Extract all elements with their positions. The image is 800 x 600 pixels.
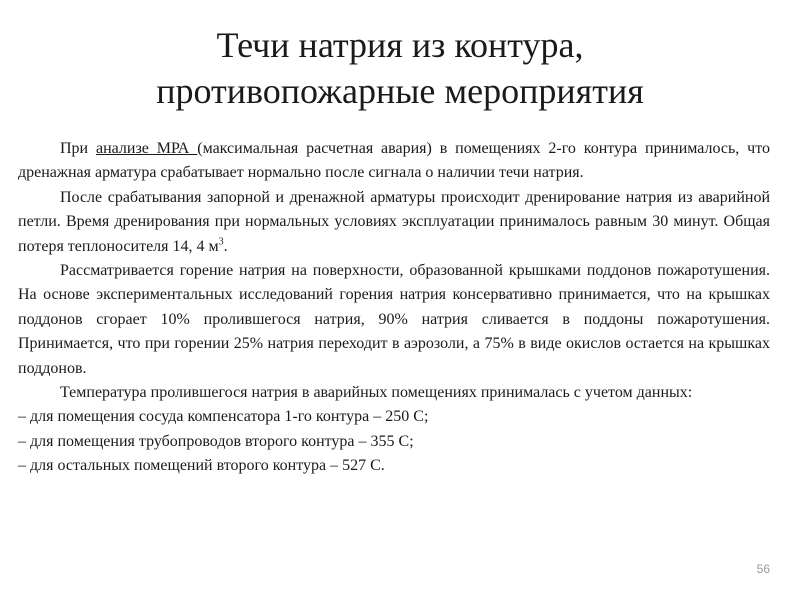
paragraph-mra-analysis <box>18 137 770 186</box>
paragraph-1-lead: При <box>60 140 96 157</box>
paragraph-2-end: . <box>223 237 228 255</box>
slide-title-line-2: противопожарные мероприятия <box>156 71 644 111</box>
list-item-other-rooms: – для остальных помещений второго контура – 527 С. <box>18 457 385 475</box>
paragraph-sodium-burning: Рассматривается горение натрия на поверхности, образованной крышками поддонов пожаротушения. На основе экспериментальных исследований горения натрия консервативно принимается, что на крышках поддонов сгорает 10% пролившегося натрия, 90% натрия сливается в поддоны пожаротушения. Принимается, что при горении 25% натрия переходит в аэрозоли, а 75% в виде окислов остается на крышках поддонов. <box>18 262 770 377</box>
superscript-cubic: 3 <box>218 236 224 248</box>
list-item-pipelines: – для помещения трубопроводов второго контура – 355 С; <box>18 432 414 450</box>
paragraph-1-rest: (максимальная расчетная авария) в помещениях 2-го контура принималось, что дренажная арматура срабатывает нормально после сигнала о наличии течи натрия. <box>18 140 770 182</box>
underlined-term: анализе МРА <box>95 140 198 157</box>
slide-title-line-1: Течи натрия из контура, <box>216 25 584 65</box>
slide-body <box>18 137 770 479</box>
list-item-compensator: – для помещения сосуда компенсатора 1-го контура – 250 С; <box>18 408 429 426</box>
paragraph-temperature: Температура пролившегося натрия в аварийных помещениях принималась с учетом данных: <box>60 384 693 402</box>
paragraph-2-text: После срабатывания запорной и дренажной арматуры происходит дренирование натрия из аварийной петли. Время дренирования при нормальных условиях эксплуатации принималось равным 30 минут. Общая потеря теплоносителя 14, 4 м <box>18 188 770 255</box>
page-number: 56 <box>756 562 770 576</box>
slide-title <box>0 22 800 114</box>
paragraph-drainage <box>18 186 770 259</box>
